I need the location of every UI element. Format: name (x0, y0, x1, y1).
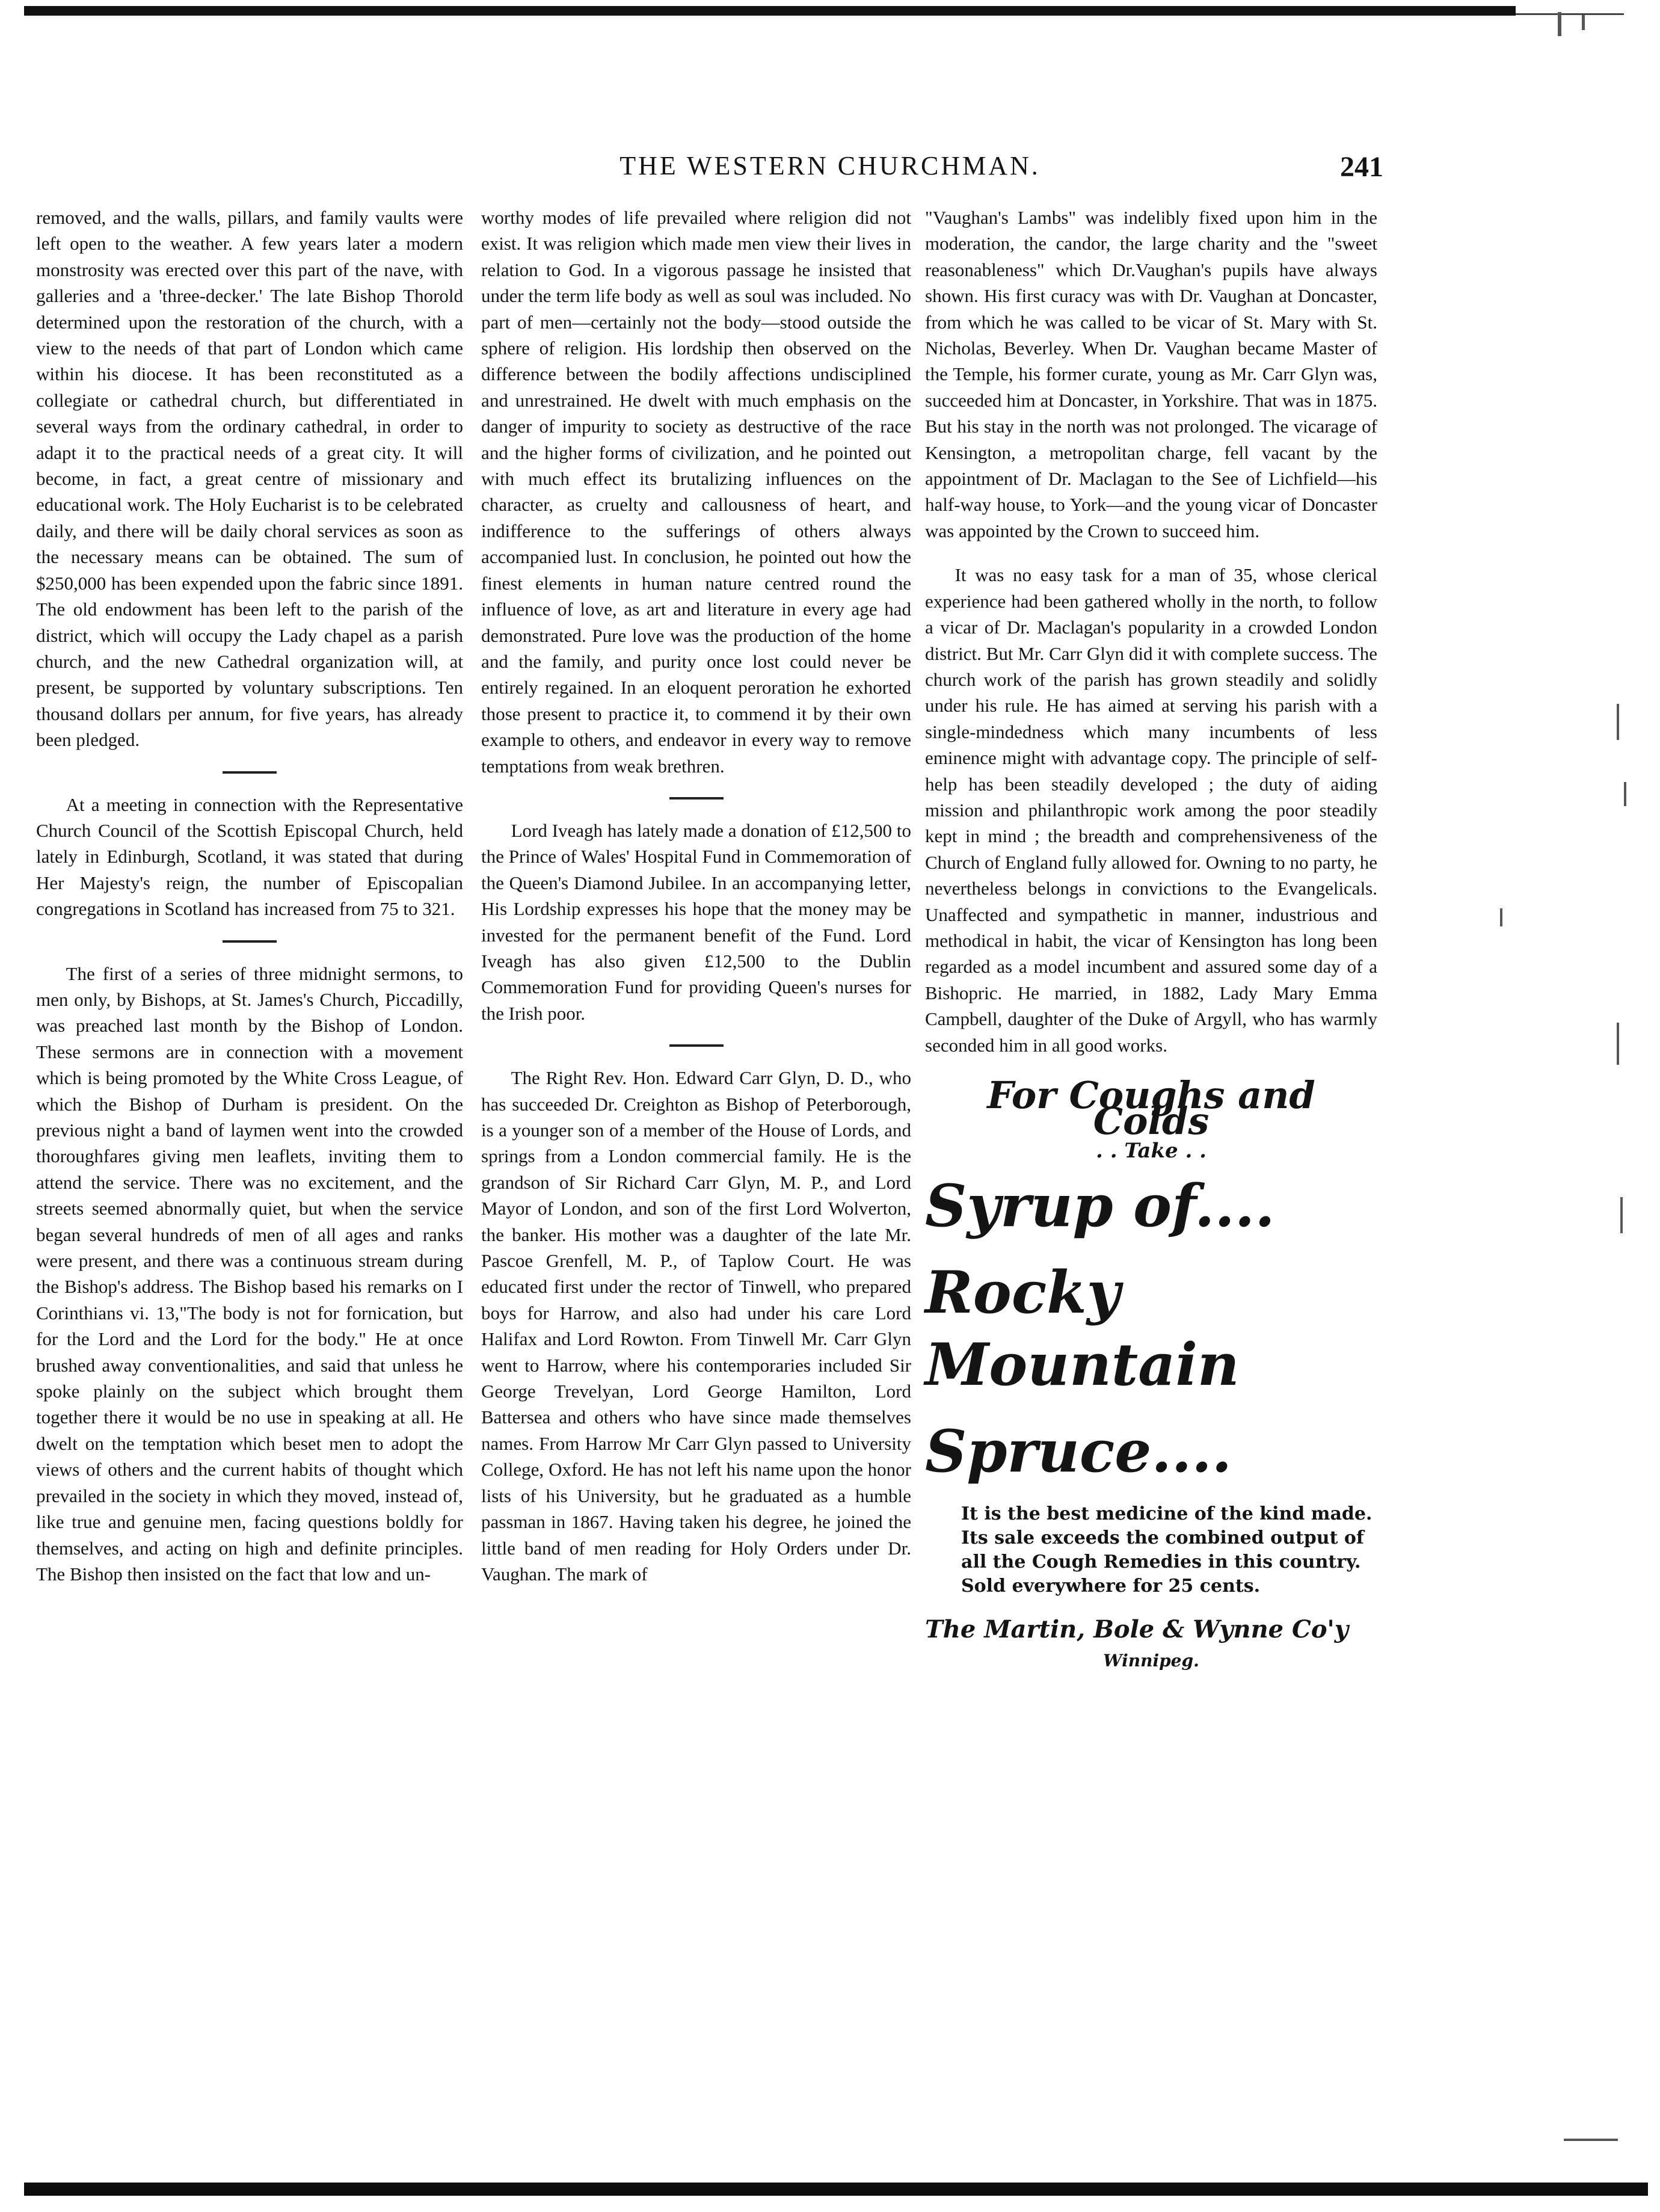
bottom-rule (24, 2183, 1648, 2196)
article-paragraph: The first of a series of three midnight sermons, to men only, by Bishops, at St. James's Church, Piccadilly, was preached last month by the Bishop of London. These sermons are in connection with a movement which is being promoted by the White Cross League, of which the Bishop of Durham is president. On the previous night a band of laymen went into the crowded thoroughfares giving men leaflets, inviting them to attend the service. There was no excitement, and the streets seemed abnormally quiet, but when the service began several hundreds of men of all ages and ranks were present, and there was a continuous stream during the Bishop's address. The Bishop based his remarks on I Corinthians vi. 13,"The body is not for fornication, but for the Lord and the Lord for the body." He at once brushed away conventionalities, and said that unless he spoke plainly on the subject which brought them together there it would be no use in speaking at all. He dwelt on the temptation which beset men to adopt the views of others and the current habits of thought which prevailed in the society in which they moved, instead of, like true and genuine men, facing questions boldly for themselves, and acting on high and definite principles. The Bishop then insisted on the fact that low and un- (36, 963, 463, 1585)
margin-speck (1624, 782, 1626, 806)
ad-body-line: Its sale exceeds the combined output of (961, 1527, 1364, 1549)
ad-city: Winnipeg. (1103, 1650, 1199, 1671)
page-number: 241 (1340, 151, 1383, 183)
article-separator (669, 797, 724, 799)
ad-headline: For Coughs and Colds (987, 1073, 1315, 1144)
article-separator (223, 771, 277, 774)
ad-take: . . Take . . (1096, 1138, 1207, 1163)
ad-product-line: Syrup of.... (925, 1172, 1275, 1240)
ad-company: The Martin, Bole & Wynne Co'y (925, 1615, 1349, 1644)
page-header (0, 150, 1660, 193)
article-paragraph: removed, and the walls, pillars, and family vaults were left open to the weather. A few years later a modern monstrosity was erected over this part of the nave, with galleries and a 'three-decker.' The late Bishop Thorold determined upon the restoration of the church, with a view to the needs of that part of London which came within his diocese. It has been reconstituted as a collegiate or cathedral church, but differentiated in several ways from the ordinary cathedral, in order to adapt it to the practical needs of a great city. It will become, in fact, a great centre of missionary and educational work. The Holy Eucharist is to be celebrated daily, and there will be daily choral services as soon as the necessary means can be obtained. The sum of $250,000 has been expended upon the fabric since 1891. The old endowment has been left to the parish of the district, which will occupy the Lady chapel as a parish church, and the new Cathedral organization will, at present, be supported by voluntary subscriptions. Ten thousand dollars per annum, for five years, has already been pledged. (36, 207, 463, 751)
margin-speck (1558, 12, 1561, 36)
ad-body-line: all the Cough Remedies in this country. (961, 1551, 1361, 1573)
margin-speck (1617, 1023, 1619, 1065)
ad-product-line: Rocky Mountain (925, 1258, 1240, 1399)
column-3 (925, 205, 1377, 1674)
article-separator (669, 1044, 724, 1047)
ad-body-line: Sold everywhere for 25 cents. (961, 1576, 1261, 1597)
margin-speck (1500, 908, 1502, 926)
article-paragraph: The Right Rev. Hon. Edward Carr Glyn, D. D., who has succeeded Dr. Creighton as Bishop of Peterborough, is a younger son of a member of the House of Lords, and springs from a London commercial family. He is the grandson of Sir Richard Carr Glyn, M. P., and Lord Mayor of London, and son of the first Lord Wolverton, the banker. His mother was a daughter of the late Mr. Pascoe Grenfell, M. P., of Taplow Court. He was educated first under the rector of Tinwell, who prepared boys for Harrow, and also had under his care Lord Halifax and Lord Rowton. From Tinwell Mr. Carr Glyn went to Harrow, where his contemporaries included Sir George Trevelyan, Lord George Hamilton, Lord Battersea and others who have since made themselves names. From Harrow Mr Carr Glyn passed to University College, Oxford. He has not left his name upon the honor lists of his University, but he graduated as a humble passman in 1867. Having taken his degree, he joined the little band of men reading for Holy Orders under Dr. Vaughan. The mark of (481, 1067, 911, 1585)
page-title: THE WESTERN CHURCHMAN. (619, 151, 1041, 180)
article-paragraph: At a meeting in connection with the Representative Church Council of the Scottish Episcopal Church, held lately in Edinburgh, Scotland, it was stated that during Her Majesty's reign, the number of Episcopalian congregations in Scotland has increased from 75 to 321. (36, 793, 463, 920)
article-separator (223, 940, 277, 943)
column-2 (481, 205, 911, 1605)
ad-product-line: Spruce.... (925, 1417, 1232, 1486)
article-paragraph: Lord Iveagh has lately made a donation of £12,500 to the Prince of Wales' Hospital Fund in Commemoration of the Queen's Diamond Jubilee. In an accompanying letter, His Lordship expresses his hope that the money may be invested for the permanent benefit of the Fund. Lord Iveagh has also given £12,500 to the Dublin Commemoration Fund for providing Queen's nurses for the Irish poor. (481, 819, 911, 1024)
column-1 (36, 205, 463, 1605)
ad-body (925, 1502, 1377, 1598)
article-paragraph: It was no easy task for a man of 35, whose clerical experience had been gathered wholly in the north, to follow a vicar of Dr. Maclagan's popularity in a crowded London district. But Mr. Carr Glyn did it with complete success. The church work of the parish has grown steadily and solidly under his rule. He has aimed at serving his parish with a single-mindedness which many incumbents of less eminence might with advantage copy. The principle of self-help has been steadily developed ; the duty of aiding mission and philanthropic work among the poor steadily kept in mind ; the breadth and comprehensiveness of the Church of England fully allowed for. Owning to no party, he nevertheless belongs in convictions to the Evangelicals. Unaffected and sympathetic in manner, industrious and methodical in habit, the vicar of Kensington has long been regarded as a model incumbent and assured some day of a Bishopric. He married, in 1882, Lady Mary Emma Campbell, daughter of the Duke of Argyll, who has warmly seconded him in all good works. (925, 564, 1377, 1056)
ad-body-line: It is the best medicine of the kind made. (961, 1503, 1373, 1525)
margin-speck (1620, 1197, 1623, 1233)
margin-speck (1564, 2139, 1618, 2141)
margin-speck (1582, 15, 1585, 30)
top-rule (24, 6, 1516, 16)
top-rule-tail (1516, 13, 1624, 15)
advertisement (925, 1073, 1377, 1674)
margin-speck (1617, 704, 1619, 740)
article-paragraph: worthy modes of life prevailed where religion did not exist. It was religion which made men view their lives in relation to God. In a vigorous passage he insisted that under the term life body as well as soul was included. No part of men—certainly not the body—stood outside the sphere of religion. His lordship then observed on the difference between the bodily affections undisciplined and unrestrained. He dwelt with much emphasis on the danger of impurity to society as destructive of the race and the higher forms of civilization, and he pointed out with much effect its brutalizing influences on the character, as cruelty and callousness of heart, and indifference to the sufferings of others always accompanied lust. In conclusion, he pointed out how the finest elements in human nature centred round the influence of love, as art and literature in every age had demonstrated. Pure love was the production of the home and the family, and purity once lost could never be entirely regained. In an eloquent peroration he exhorted those present to practice it, to commend it by their own example to others, and endeavor in every way to remove temptations from weak brethren. (481, 207, 911, 777)
article-paragraph: "Vaughan's Lambs" was indelibly fixed upon him in the moderation, the candor, the large charity and the "sweet reasonableness" which Dr.Vaughan's pupils have always shown. His first curacy was with Dr. Vaughan at Doncaster, from which he was called to be vicar of St. Mary with St. Nicholas, Beverley. When Dr. Vaughan became Master of the Temple, his former curate, young as Mr. Carr Glyn was, succeeded him at Doncaster, in Yorkshire. That was in 1875. But his stay in the north was not prolonged. The vicarage of Kensington, a metropolitan charge, fell vacant by the appointment of Dr. Maclagan to the See of Lichfield—his half-way house, to York—and the young vicar of Doncaster was appointed by the Crown to succeed him. (925, 207, 1377, 541)
